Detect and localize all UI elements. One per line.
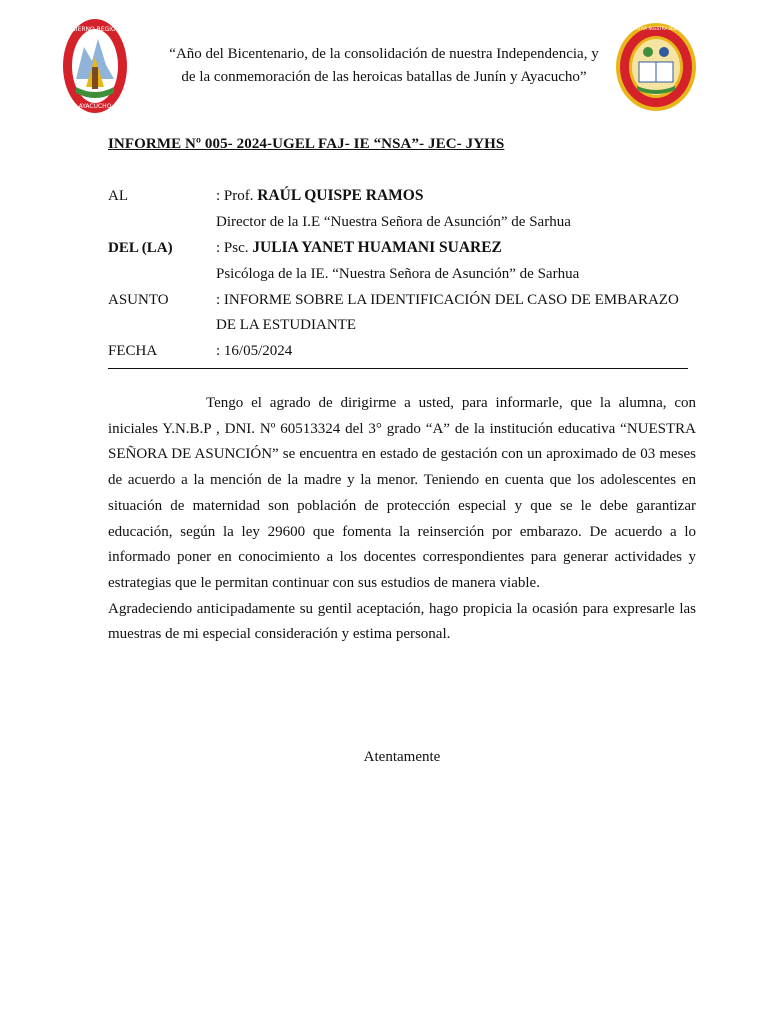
- svg-text:GOBIERNO REGIONAL: GOBIERNO REGIONAL: [62, 26, 128, 33]
- del-prefix: : Psc.: [216, 240, 253, 256]
- fecha-label: FECHA: [108, 343, 158, 359]
- national-motto: [140, 43, 628, 89]
- asunto-label: ASUNTO: [108, 292, 169, 308]
- motto-line-2: de la conmemoración de las heroicas batallas de Junín y Ayacucho”: [181, 69, 587, 85]
- gobierno-regional-logo: [62, 17, 128, 115]
- al-prefix: : Prof.: [216, 188, 258, 204]
- fecha-value: : 16/05/2024: [216, 343, 293, 359]
- motto-line-1: “Año del Bicentenario, de la consolidación de nuestra Independencia, y: [169, 46, 599, 62]
- body-paragraph-1: Tengo el agrado de dirigirme a usted, para informarle, que la alumna, con iniciales Y.N.B.P , DNI. Nº 60513324 del 3° grado “A” de la institución educativa “NUESTRA SEÑORA DE ASUNCIÓN” se encuentra en estado de gestación con un aproximado de 03 meses de acuerdo a la mención de la madre y la menor. Teniendo en cuenta que los adolescentes en situación de maternidad son población de protección especial y que se le debe garantizar educación, según la ley 29600 que fomenta la reinserción por embarazo. De acuerdo a lo informado poner en conocimiento a los docentes correspondientes para generar actividades y estrategias que le permitan continuar con sus estudios de manera viable.: [108, 395, 696, 591]
- svg-text:INSTITUCIÓN EDUCATIVA NUESTRA: INSTITUCIÓN EDUCATIVA NUESTRA SEÑORA DE ASUNCIÓN: [597, 26, 715, 31]
- school-emblem-logo: [597, 22, 715, 112]
- body-paragraph-2: Agradeciendo anticipadamente su gentil aceptación, hago propicia la ocasión para expresarle las muestras de mi especial consideración y estima personal.: [108, 600, 696, 643]
- al-role: Director de la I.E “Nuestra Señora de Asunción” de Sarhua: [216, 214, 571, 230]
- del-label: DEL (LA): [108, 240, 173, 256]
- asunto-value: : INFORME SOBRE LA IDENTIFICACIÓN DEL CASO DE EMBARAZO DE LA ESTUDIANTE: [216, 292, 679, 333]
- al-label: AL: [108, 188, 128, 204]
- svg-text:AYACUCHO: AYACUCHO: [78, 103, 112, 110]
- al-recipient: [216, 186, 423, 206]
- header-divider: [108, 368, 688, 369]
- report-body: [108, 391, 696, 648]
- al-name: RAÚL QUISPE RAMOS: [257, 187, 424, 204]
- del-name: JULIA YANET HUAMANI SUAREZ: [252, 239, 502, 256]
- del-role: Psicóloga de la IE. “Nuestra Señora de Asunción” de Sarhua: [216, 266, 580, 282]
- report-title: INFORME Nº 005- 2024-UGEL FAJ- IE “NSA”- JEC- JYHS: [108, 136, 505, 152]
- closing-salutation: Atentamente: [363, 749, 441, 765]
- del-sender: [216, 238, 502, 258]
